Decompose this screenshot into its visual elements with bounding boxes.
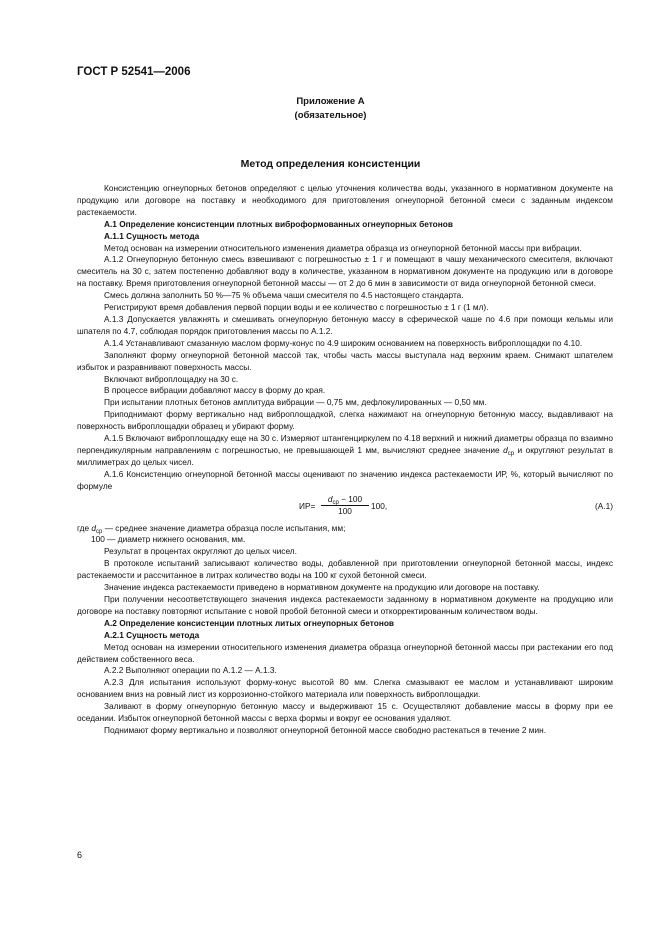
formula-rhs: 100, (371, 500, 388, 511)
legend-line: 100 — диаметр нижнего основания, мм. (91, 534, 246, 545)
formula-numerator (321, 494, 369, 506)
text: — среднее значение диаметра образца после испытания, мм; (102, 522, 346, 533)
paragraph: При испытании плотных бетонов амплитуда вибрации — 0,75 мм, дефлокулированных — 0,50 мм. (104, 397, 487, 408)
symbol-d: d (91, 522, 97, 533)
formula-lhs: ИР= (299, 500, 316, 511)
paragraph: А.1.3 Допускается увлажнять и смешивать огнеупорную бетонную массу в сферической чаше по 4.6 при помощи кельмы или шпателя по 4.7, соблюдая порядок приготовления массы по А.1.2. (77, 313, 613, 336)
heading-a11: А.1.1 Сущность метода (104, 230, 200, 241)
paragraph (77, 433, 613, 469)
subscript: ср (332, 499, 339, 506)
paragraph: А.1.4 Устанавливают смазанную маслом форму-конус по 4.9 широким основанием на поверхность виброплощадки по 4.10. (104, 337, 583, 348)
legend-line (77, 523, 613, 535)
document-body (77, 183, 613, 737)
appendix-label: Приложение А (296, 96, 365, 107)
paragraph-intro: Консистенцию огнеупорных бетонов определяют с целью уточнения количества воды, указанного в нормативном документе на продукцию или договоре на поставку и необходимого для приготовления огнеупорной бетонной смеси с заданным индексом растекаемости. (77, 183, 613, 217)
heading-a21: А.2.1 Сущность метода (104, 629, 200, 640)
paragraph: Заливают в форму огнеупорную бетонную массу и выдерживают 15 с. Осуществляют добавление массы в форму при ее оседании. Избыток огнеупорной бетонной массы с верха формы и вокруг ее основания удаляют. (77, 701, 613, 724)
paragraph: Поднимают форму вертикально и позволяют огнеупорной бетонной массе свободно растекаться в течение 2 мин. (104, 724, 547, 735)
heading-a2: А.2 Определение консистенции плотных литых огнеупорных бетонов (104, 617, 395, 628)
appendix-status: (обязательное) (294, 110, 367, 121)
formula-number: (А.1) (595, 500, 613, 511)
subscript: ср (96, 528, 103, 535)
paragraph: Значение индекса растекаемости приведено в нормативном документе на продукцию или договоре на поставку. (104, 582, 540, 593)
text: где (77, 522, 92, 533)
text: А.1.5 Включают виброплощадку еще на 30 с. Измеряют штангенциркулем по 4.18 верхний и нижний диаметры образца по взаимно перпендикулярным направлениям с погрешностью, не превышающей 1 мм, вычисляют среднее значение (77, 433, 613, 455)
paragraph: В процессе вибрации добавляют массу в форму до края. (104, 385, 326, 396)
paragraph: Результат в процентах округляют до целых чисел. (104, 546, 297, 557)
paragraph: Метод основан на измерении относительного изменения диаметра образца огнеупорной бетонной массы при растекании его под действием собственного веса. (77, 641, 613, 664)
text: − 100 (338, 493, 363, 504)
paragraph: А.1.6 Консистенцию огнеупорной бетонной массы оценивают по значению индекса растекаемости ИР, %, который вычисляют по формуле (77, 468, 613, 491)
paragraph: В протоколе испытаний записывают количество воды, добавленной при приготовлении огнеупорной бетонной массы, индекс растекаемости и рассчитанное в литрах количество воды на 100 кг сухой бетонной смеси. (77, 558, 613, 581)
section-title: Метод определения консистенции (240, 158, 421, 170)
symbol-d: d (327, 493, 333, 504)
paragraph: А.2.2 Выполняют операции по А.1.2 — А.1.3. (104, 665, 277, 676)
paragraph: Приподнимают форму вертикально над виброплощадкой, слегка нажимают на огнеупорную бетонную массу, выдавливают на поверхность виброплощадки образец и убирают форму. (77, 409, 613, 432)
subscript: ср (507, 450, 515, 457)
standard-header: ГОСТ Р 52541—2006 (77, 66, 191, 78)
text: и округляют результат в миллиметрах до целых чисел. (77, 444, 613, 467)
paragraph: Регистрируют время добавления первой порции воды и ее количество с погрешностью ± 1 г (1 мл). (104, 302, 489, 313)
paragraph: А.2.3 Для испытания используют форму-конус высотой 80 мм. Слегка смазывают ее маслом и устанавливают широким основанием вниз на ровный лист из коррозионно-стойкого материала или поверхность виброплощадки. (77, 677, 613, 700)
formula-denominator: 100 (338, 505, 352, 516)
page-number: 6 (77, 850, 83, 860)
paragraph: При получении несоответствующего значения индекса растекаемости заданному в нормативном документе на продукцию или договоре на поставку повторяют испытание с новой пробой бетонной смеси и откорректированным количеством воды. (77, 594, 613, 616)
paragraph: Смесь должна заполнить 50 %—75 % объема чаши смесителя по 4.5 настоящего стандарта. (104, 290, 464, 301)
heading-a1: А.1 Определение консистенции плотных виброформованных огнеупорных бетонов (104, 218, 453, 229)
paragraph: Заполняют форму огнеупорной бетонной массой так, чтобы часть массы выступала над верхним краем. Снимают шпателем избыток и разравнивают поверхность массы. (77, 349, 613, 372)
paragraph: А.1.2 Огнеупорную бетонную смесь взвешивают с погрешностью ± 1 г и помещают в чашу механического смесителя, включают смеситель на 30 с, затем постепенно добавляют воду в количестве, указанном в нормативном документе на продукцию или в договоре на поставку. Время приготовления огнеупорной бетонной массы — от 2 до 6 мин в зависимости от вида огнеупорной бетонной смеси. (77, 254, 613, 289)
symbol-d: d (503, 444, 508, 455)
paragraph: Метод основан на измерении относительного изменения диаметра образца из огнеупорной бетонной массы при вибрации. (104, 242, 582, 253)
formula-fraction (321, 494, 369, 517)
paragraph: Включают виброплощадку на 30 с. (104, 373, 239, 384)
formula-a1 (77, 494, 613, 521)
